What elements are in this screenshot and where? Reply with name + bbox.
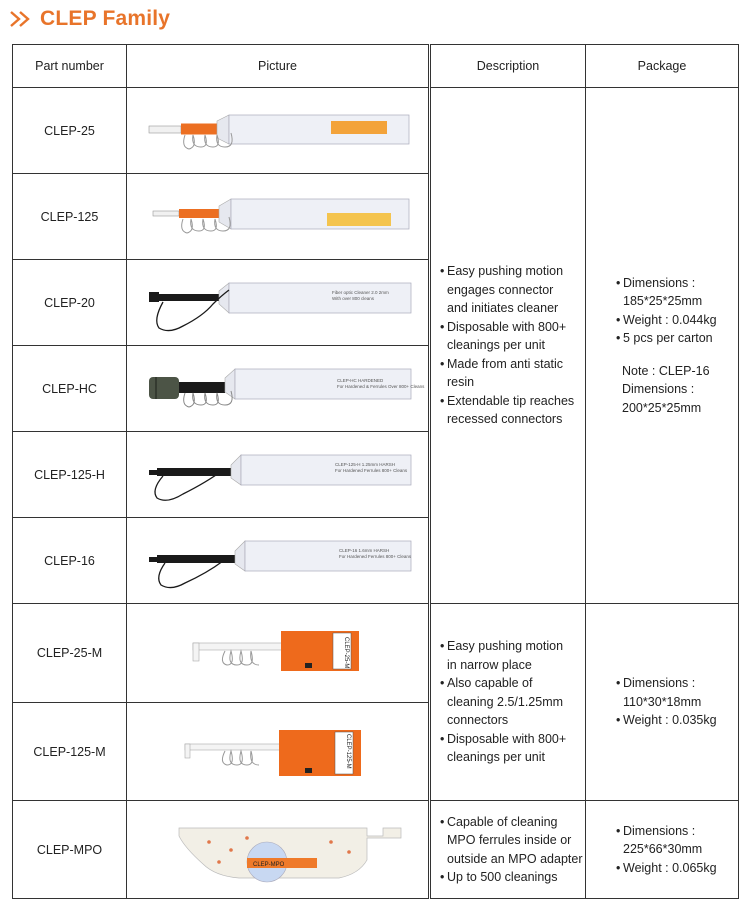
part-number-cell: CLEP-20: [13, 260, 127, 346]
package-bullet: • Weight : 0.035kg: [616, 713, 717, 728]
table-row: [13, 801, 739, 899]
clep-16-photo: [127, 519, 430, 603]
device-label: CLEP-125-H 1.25mm HARSH For Hardened Ferrules 800+ Cleans: [335, 461, 408, 473]
clep-hc-photo: [127, 347, 430, 431]
clep-125-photo: [127, 175, 430, 259]
description-cell-group-3: [430, 801, 586, 899]
package-note: Note : CLEP-16 Dimensions : 200*25*25mm: [622, 363, 710, 415]
part-number-cell: CLEP-125-H: [13, 432, 127, 518]
package-bullet: • Weight : 0.044kg: [616, 312, 717, 327]
picture-cell: [127, 703, 430, 801]
picture-cell: [127, 432, 430, 518]
part-number-cell: CLEP-MPO: [13, 801, 127, 899]
section-header: [8, 4, 170, 34]
clep-mpo-photo: [127, 802, 430, 898]
picture-cell: [127, 174, 430, 260]
picture-cell: [127, 801, 430, 899]
table-row: [13, 88, 739, 174]
part-number-cell: CLEP-25-M: [13, 604, 127, 703]
device-label: CLEP-125-M: [345, 733, 351, 769]
page-title: CLEP Family: [40, 7, 171, 30]
clep-25-m-photo: [127, 605, 430, 702]
description-bullet: • Made from anti static resin: [440, 356, 564, 390]
package-cell-group-1: [586, 88, 739, 604]
table-row: [13, 604, 739, 703]
picture-cell: [127, 260, 430, 346]
description-bullet: • Also capable of cleaning 2.5/1.25mm connectors: [440, 676, 564, 728]
part-number-cell: CLEP-125: [13, 174, 127, 260]
device-label: Fiber optic Cleaner 2.0 2mm With over 800 cleans: [332, 289, 389, 301]
description-bullet: • Easy pushing motion engages connector and initiates cleaner: [440, 264, 564, 316]
picture-cell: [127, 518, 430, 604]
package-bullet: • 5 pcs per carton: [616, 331, 713, 346]
device-label: CLEP-25-M: [343, 636, 349, 668]
picture-cell: [127, 88, 430, 174]
description-bullet: • Extendable tip reaches recessed connectors: [440, 393, 575, 427]
device-label: CLEP-16 1.6mm HARSH For Hardened Ferrules 800+ Cleans: [339, 547, 412, 559]
package-bullet: • Dimensions : 185*25*25mm: [616, 275, 703, 309]
description-bullet: • Easy pushing motion in narrow place: [440, 639, 564, 672]
package-bullet: • Dimensions : 110*30*18mm: [616, 676, 702, 709]
device-label: CLEP-MPO: [253, 861, 285, 868]
part-number-cell: CLEP-HC: [13, 346, 127, 432]
clep-125-h-photo: [127, 433, 430, 517]
description-bullet: • Disposable with 800+ cleanings per unit: [440, 319, 567, 353]
clep-20-photo: [127, 261, 430, 345]
part-number-cell: CLEP-125-M: [13, 703, 127, 801]
clep-125-m-photo: [127, 704, 430, 800]
header-part-number: Part number: [13, 45, 127, 88]
product-table: [12, 44, 739, 899]
clep-25-photo: [127, 89, 430, 173]
header-package: Package: [586, 45, 739, 88]
double-chevron-icon: [8, 8, 34, 30]
package-bullet: • Weight : 0.065kg: [616, 860, 717, 875]
part-number-cell: CLEP-25: [13, 88, 127, 174]
header-description: Description: [430, 45, 586, 88]
package-cell-group-2: [586, 604, 739, 801]
description-cell-group-2: [430, 604, 586, 801]
description-bullet: • Up to 500 cleanings: [440, 870, 558, 884]
picture-cell: [127, 604, 430, 703]
description-bullet: • Capable of cleaning MPO ferrules inside or outside an MPO adapter: [440, 814, 583, 866]
picture-cell: [127, 346, 430, 432]
header-picture: Picture: [127, 45, 430, 88]
part-number-cell: CLEP-16: [13, 518, 127, 604]
device-label: CLEP-HC HARDENED For Hardened & Ferrules Over 800+ Cleans: [337, 377, 425, 389]
description-bullet: • Disposable with 800+ cleanings per unit: [440, 731, 567, 765]
description-cell-group-1: [430, 88, 586, 604]
package-cell-group-3: [586, 801, 739, 899]
package-bullet: • Dimensions : 225*66*30mm: [616, 823, 703, 857]
table-header-row: [13, 45, 739, 88]
